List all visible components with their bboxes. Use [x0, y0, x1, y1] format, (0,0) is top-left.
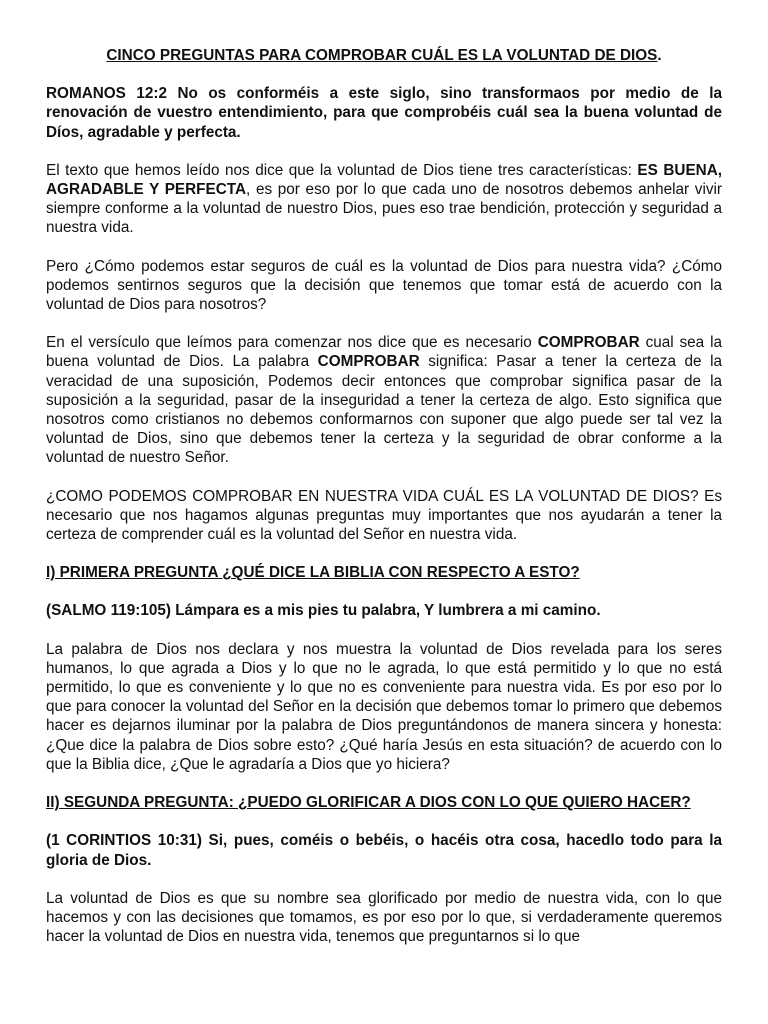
document-title [46, 46, 722, 65]
paragraph-text: , es por eso por lo que cada uno de nosotros debemos anhelar vivir siempre conforme a la voluntad de nuestro Dios, pues eso trae bendición, protección y seguridad a nuestra vida. [46, 181, 722, 237]
emphasis-text: COMPROBAR [317, 353, 420, 371]
verse-corintios: (1 CORINTIOS 10:31) Si, pues, coméis o bebéis, o hacéis otra cosa, hacedlo todo para la gloria de Dios. [46, 832, 722, 869]
emphasis-text: ES BUENA, AGRADABLE Y PERFECTA [46, 161, 722, 199]
document-title-period: . [657, 47, 662, 64]
paragraph-glorify: La voluntad de Dios es que su nombre sea glorificado por medio de nuestra vida, con lo que hacemos y con las decisiones que tomamos, es por eso por lo que, si verdaderamente queremos hacer la voluntad de Dios en nuestra vida, tenemos que preguntarnos si lo que [46, 889, 722, 946]
paragraph-text: cual sea la buena voluntad de Dios. La palabra [46, 334, 722, 371]
paragraph-comprobar [46, 333, 722, 467]
verse-salmo: (SALMO 119:105) Lámpara es a mis pies tu palabra, Y lumbrera a mi camino. [46, 602, 601, 620]
paragraph-text: significa: Pasar a tener la certeza de la veracidad de una suposición, Podemos decir entonces que comprobar significa pasar de la suposición a la seguridad, pasar de la inseguridad a tener la certeza de algo. Esto significa que nosotros como cristianos no debemos conformarnos con suponer que algo puede ser tal vez la voluntad de Dios, sino que debemos tener la certeza y la seguridad de obrar conforme a la voluntad de nuestro Señor. [46, 353, 723, 467]
heading-first-question: I) PRIMERA PREGUNTA ¿QUÉ DICE LA BIBLIA CON RESPECTO A ESTO? [46, 564, 580, 582]
emphasis-text: COMPROBAR [537, 334, 640, 352]
paragraph-questions: Pero ¿Cómo podemos estar seguros de cuál es la voluntad de Dios para nuestra vida? ¿Cómo podemos sentirnos seguros que la decisión que tenemos que tomar está de acuerdo con la voluntad de Dios para nosotros? [46, 257, 722, 314]
paragraph-text: El texto que hemos leído nos dice que la voluntad de Dios tiene tres características: [46, 161, 638, 179]
heading-second-question: II) SEGUNDA PREGUNTA: ¿PUEDO GLORIFICAR A DIOS CON LO QUE QUIERO HACER? [46, 794, 691, 812]
paragraph-text: En el versículo que leímos para comenzar nos dice que es necesario [46, 334, 538, 352]
paragraph-characteristics [46, 161, 722, 238]
romanos-verse: ROMANOS 12:2 No os conforméis a este siglo, sino transformaos por medio de la renovación de vuestro entendimiento, para que comprobéis cuál sea la buena voluntad de Díos, agradable y perfecta. [46, 85, 722, 141]
paragraph-how-to-check: ¿COMO PODEMOS COMPROBAR EN NUESTRA VIDA CUÁL ES LA VOLUNTAD DE DIOS? Es necesario que nos hagamos algunas preguntas muy importantes que nos ayudarán a tener la certeza de comprender cuál es la voluntad del Señor en nuestra vida. [46, 487, 722, 544]
document-page [46, 46, 722, 965]
paragraph-word-of-god: La palabra de Dios nos declara y nos muestra la voluntad de Dios revelada para los seres humanos, lo que agrada a Dios y lo que no le agrada, lo que está permitido y lo que no está permitido, lo que es conveniente y lo que no es conveniente para nuestra vida. Es por eso por lo que para conocer la voluntad del Señor en la decisión que debemos tomar lo primero que debemos hacer es dejarnos iluminar por la palabra de Dios preguntándonos de manera sincera y honesta: ¿Que dice la palabra de Dios sobre esto? ¿Qué haría Jesús en esta situación? de acuerdo con lo que la Biblia dice, ¿Que le agradaría a Dios que yo hiciera? [46, 640, 722, 773]
document-title-text: CINCO PREGUNTAS PARA COMPROBAR CUÁL ES LA VOLUNTAD DE DIOS [106, 47, 658, 64]
